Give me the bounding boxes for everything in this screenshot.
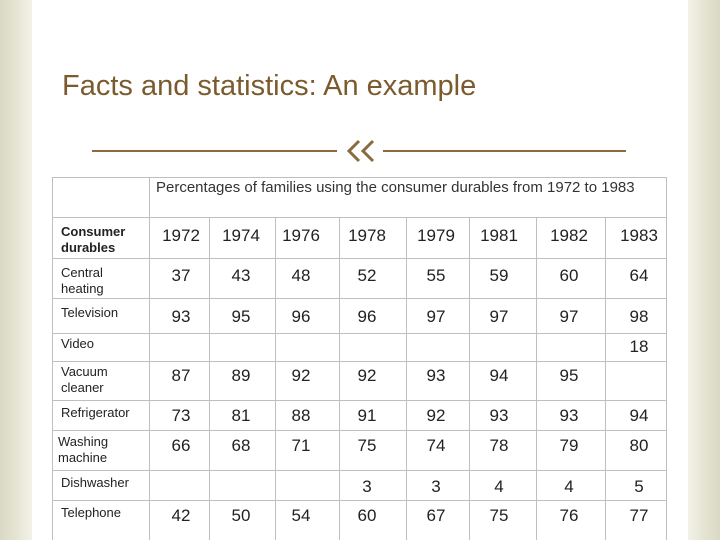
grid-line-col [406, 217, 407, 540]
grid-line-row [52, 430, 666, 431]
table-cell: 5 [634, 477, 644, 496]
year-header: 1974 [222, 226, 260, 245]
row-label: Video [61, 336, 95, 351]
table-cell: 74 [426, 436, 446, 455]
year-header: 1983 [620, 226, 658, 245]
table-cell: 37 [171, 266, 191, 285]
table-cell: 79 [559, 436, 579, 455]
grid-line-col [339, 217, 340, 540]
table-cell: 95 [231, 307, 251, 326]
year-header: 1979 [417, 226, 455, 245]
row-label: Central heating [61, 265, 104, 296]
table-cell: 68 [231, 436, 251, 455]
grid-line-right [666, 177, 667, 540]
table-cell: 96 [291, 307, 311, 326]
right-decorative-bar [688, 0, 720, 540]
table-cell: 4 [564, 477, 574, 496]
row-label: Washing machine [58, 434, 109, 465]
table-cell: 93 [426, 366, 446, 385]
grid-line-row [52, 470, 666, 471]
table-cell: 98 [629, 307, 649, 326]
table-cell: 93 [559, 406, 579, 425]
divider-line-right [383, 150, 626, 152]
table-cell: 95 [559, 366, 579, 385]
table-cell: 73 [171, 406, 191, 425]
grid-line-row [52, 217, 666, 218]
table-cell: 71 [291, 436, 311, 455]
row-label: Vacuum cleaner [61, 364, 108, 395]
grid-line-col [469, 217, 470, 540]
slide-title: Facts and statistics: An example [62, 70, 477, 102]
year-header: 1981 [480, 226, 518, 245]
table-cell: 94 [629, 406, 649, 425]
row-label: Telephone [61, 505, 121, 520]
table-cell: 80 [629, 436, 649, 455]
table-cell: 94 [489, 366, 509, 385]
table-cell: 4 [494, 477, 504, 496]
table-cell: 96 [357, 307, 377, 326]
table-cell: 66 [171, 436, 191, 455]
grid-line-col [605, 217, 606, 540]
double-chevron-left-icon [343, 136, 379, 166]
table-cell: 97 [426, 307, 446, 326]
table-cell: 75 [357, 436, 377, 455]
table-cell: 52 [357, 266, 377, 285]
year-header: 1976 [282, 226, 320, 245]
table-cell: 42 [171, 506, 191, 525]
table-cell: 48 [291, 266, 311, 285]
table-cell: 67 [426, 506, 446, 525]
year-header: 1972 [162, 226, 200, 245]
row-label: Television [61, 305, 119, 320]
table-cell: 3 [362, 477, 372, 496]
grid-line-row [52, 298, 666, 299]
header-consumer-durables: Consumer durables [61, 224, 126, 255]
table-cell: 91 [357, 406, 377, 425]
table-cell: 97 [559, 307, 579, 326]
table-cell: 50 [231, 506, 251, 525]
grid-line-row [52, 333, 666, 334]
grid-line-col [209, 217, 210, 540]
row-label: Refrigerator [61, 405, 130, 420]
grid-line-col [149, 217, 150, 540]
table-cell: 97 [489, 307, 509, 326]
grid-line-row [52, 361, 666, 362]
row-label: Dishwasher [61, 475, 129, 490]
table-cell: 54 [291, 506, 311, 525]
divider-line-left [92, 150, 337, 152]
table-cell: 55 [426, 266, 446, 285]
table-cell: 93 [171, 307, 191, 326]
table-cell: 76 [559, 506, 579, 525]
grid-line-left [52, 177, 53, 540]
table-cell: 43 [231, 266, 251, 285]
table-cell: 77 [629, 506, 649, 525]
table-cell: 81 [231, 406, 251, 425]
table-cell: 92 [291, 366, 311, 385]
year-header: 1982 [550, 226, 588, 245]
table-cell: 87 [171, 366, 191, 385]
table-cell: 18 [629, 337, 649, 356]
left-decorative-bar [0, 0, 32, 540]
year-header: 1978 [348, 226, 386, 245]
table-cell: 88 [291, 406, 311, 425]
table-cell: 59 [489, 266, 509, 285]
grid-line-caption-divider [149, 177, 150, 217]
table-cell: 92 [426, 406, 446, 425]
table-cell: 3 [431, 477, 441, 496]
grid-line-row [52, 258, 666, 259]
table-cell: 78 [489, 436, 509, 455]
table-cell: 60 [559, 266, 579, 285]
table-cell: 60 [357, 506, 377, 525]
table-caption: Percentages of families using the consumer durables from 1972 to 1983 [156, 179, 635, 196]
grid-line-row [52, 400, 666, 401]
table-cell: 89 [231, 366, 251, 385]
grid-line-row [52, 500, 666, 501]
table-cell: 75 [489, 506, 509, 525]
table-cell: 64 [629, 266, 649, 285]
grid-line-col [536, 217, 537, 540]
table-cell: 93 [489, 406, 509, 425]
table-cell: 92 [357, 366, 377, 385]
